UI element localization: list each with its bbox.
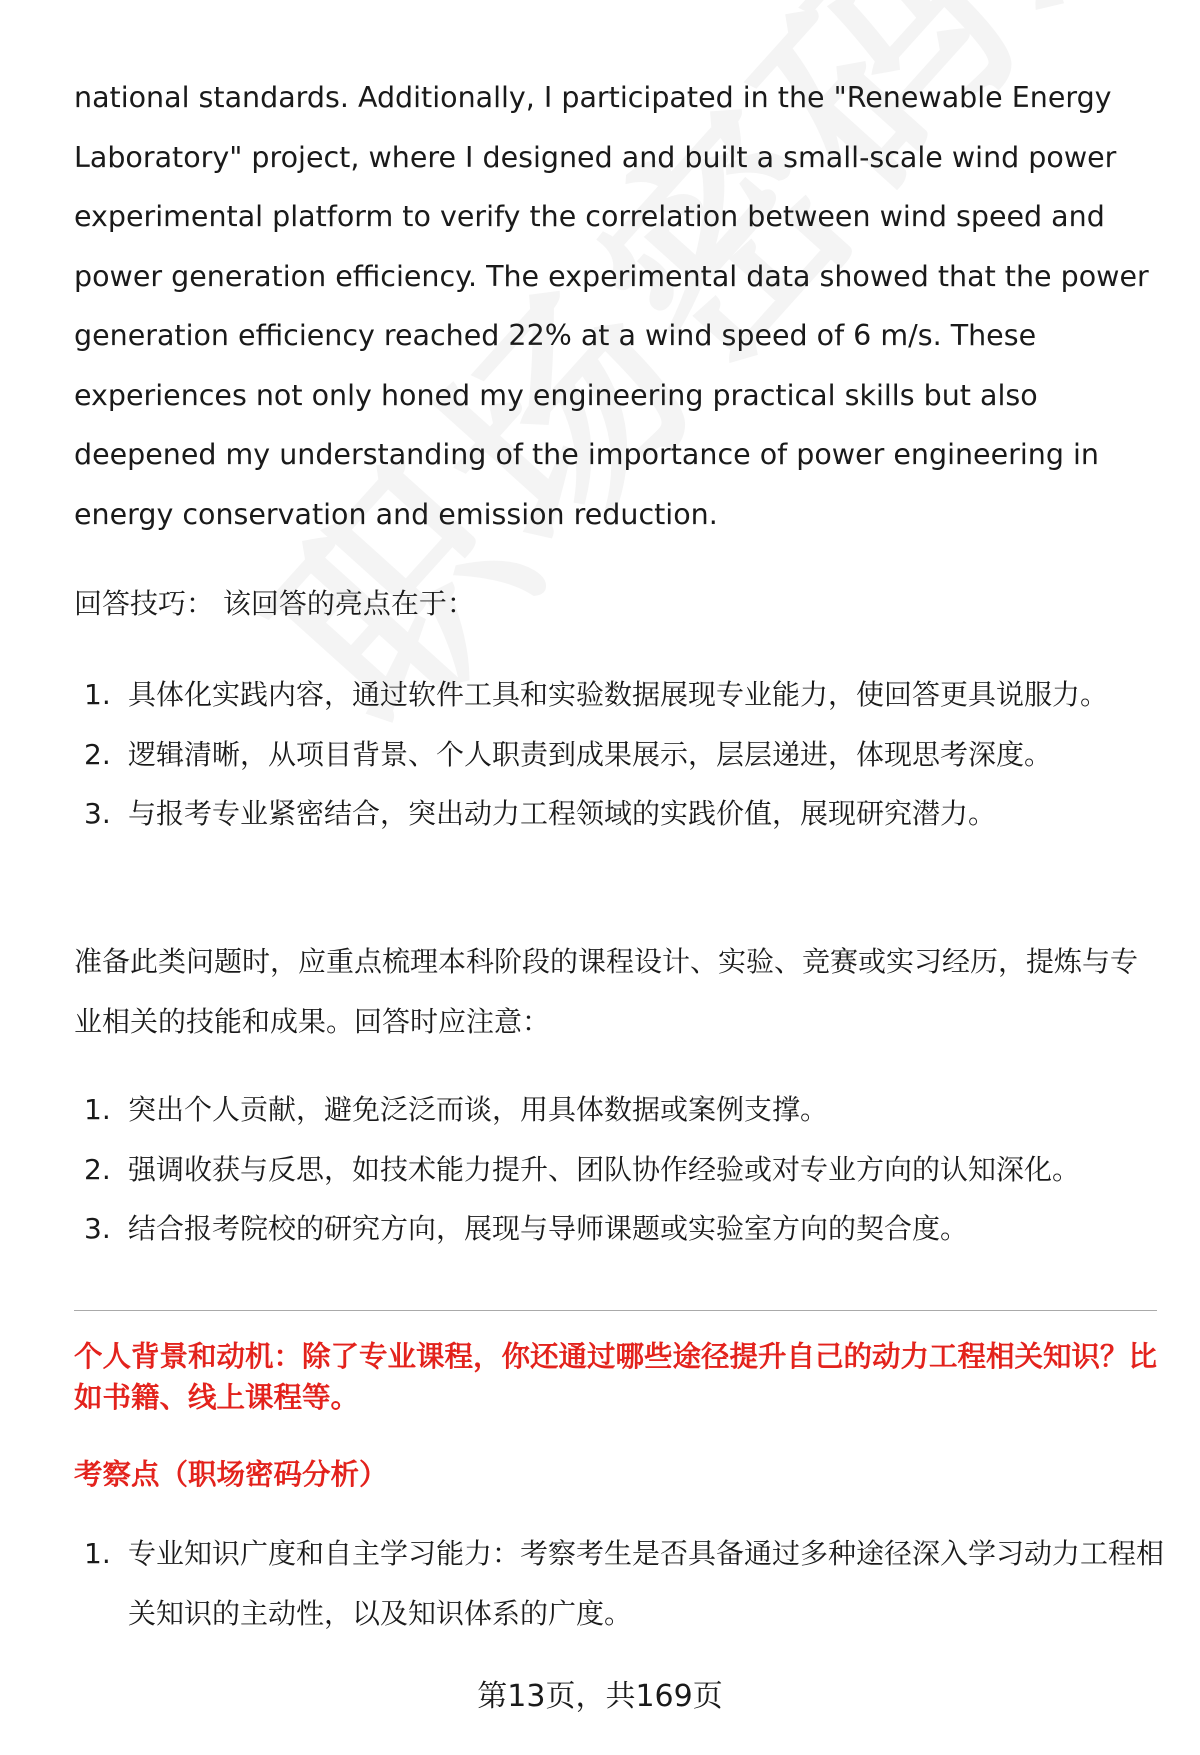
list-number: 1. bbox=[84, 1093, 111, 1126]
list-number: 2. bbox=[84, 1152, 111, 1186]
list-item bbox=[74, 725, 1188, 785]
list-item-text: 强调收获与反思，如技术能力提升、团队协作经验或对专业方向的认知深化。 bbox=[128, 1152, 1081, 1186]
list-item bbox=[74, 1140, 1188, 1200]
list-number: 3. bbox=[84, 1212, 111, 1245]
list-item bbox=[74, 1199, 1188, 1259]
assessment-subheading: 考察点（职场密码分析） bbox=[74, 1458, 388, 1491]
list-item bbox=[74, 1524, 1188, 1643]
list-number: 1. bbox=[84, 1537, 111, 1570]
section-divider bbox=[74, 1310, 1157, 1311]
list-item bbox=[74, 665, 1188, 725]
assessment-points-list bbox=[74, 1524, 1188, 1643]
page-number-footer: 第13页，共169页 bbox=[477, 1679, 723, 1714]
list-item-text: 结合报考院校的研究方向，展现与导师课题或实验室方向的契合度。 bbox=[128, 1212, 969, 1245]
list-number: 2. bbox=[84, 737, 111, 771]
answer-tips-line: 回答技巧： 该回答的亮点在于： bbox=[74, 587, 475, 620]
list-item-text: 专业知识广度和自主学习能力：考察考生是否具备通过多种途径深入学习动力工程相关知识的主动性，以及知识体系的广度。 bbox=[128, 1537, 1165, 1630]
notes-list bbox=[74, 1080, 1188, 1259]
list-item-text: 逻辑清晰，从项目背景、个人职责到成果展示，层层递进，体现思考深度。 bbox=[128, 737, 1053, 771]
list-item-text: 突出个人贡献，避免泛泛而谈，用具体数据或案例支撑。 bbox=[128, 1093, 829, 1126]
intro-paragraph: national standards. Additionally, I participated in the "Renewable Energy Laboratory" project, where I designed and built a small-scale wind power experimental platform to verify the correlation between wind speed and power generation efficiency. The experimental data showed that the power generation efficiency reached 22% at a wind speed of 6 m/s. These experiences not only honed my engineering practical skills but also deepened my understanding of the importance of power engineering in energy conservation and emission reduction. bbox=[74, 81, 1149, 531]
highlights-list bbox=[74, 665, 1188, 844]
list-number: 3. bbox=[84, 797, 111, 830]
list-item-text: 具体化实践内容，通过软件工具和实验数据展现专业能力，使回答更具说服力。 bbox=[128, 678, 1109, 711]
list-item-text: 与报考专业紧密结合，突出动力工程领域的实践价值，展现研究潜力。 bbox=[128, 797, 997, 830]
list-item bbox=[74, 1080, 1188, 1140]
question-heading: 个人背景和动机：除了专业课程，你还通过哪些途径提升自己的动力工程相关知识？比如书籍、线上课程等。 bbox=[74, 1340, 1158, 1414]
list-item bbox=[74, 784, 1188, 844]
preparation-paragraph: 准备此类问题时，应重点梳理本科阶段的课程设计、实验、竞赛或实习经历，提炼与专业相关的技能和成果。回答时应注意： bbox=[74, 945, 1139, 1038]
list-number: 1. bbox=[84, 678, 111, 711]
